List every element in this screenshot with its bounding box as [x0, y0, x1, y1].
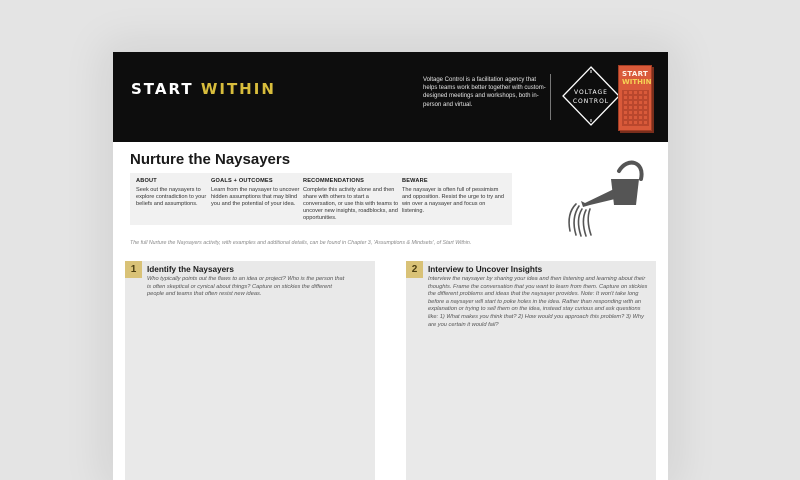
goals-text: Learn from the naysayer to uncover hidden assumptions that may blind you and the potential of your idea. [211, 187, 300, 207]
step-2-title: Interview to Uncover Insights [428, 265, 543, 274]
logo-word-start: START [131, 80, 194, 98]
beware-text: The naysayer is often full of pessimism and opposition. Resist the urge to try and win over a naysayer and focus on listening. [402, 187, 504, 214]
voltage-control-badge-logo [560, 63, 622, 129]
beware-heading: BEWARE [402, 178, 428, 184]
step-2-number: 2 [406, 261, 423, 278]
about-text: Seek out the naysayers to explore contradiction to your beliefs and assumptions. [136, 187, 207, 207]
step-1-title: Identify the Naysayers [147, 265, 234, 274]
start-within-book-cover [618, 65, 652, 131]
header-divider [550, 74, 551, 120]
agency-tagline: Voltage Control is a facilitation agency that helps teams work better together with custom-designed meetings and workshops, both in-person and virtual. [423, 77, 546, 108]
start-within-logo [131, 80, 276, 98]
watering-can-icon [559, 153, 649, 239]
worksheet-page [113, 52, 668, 480]
logo-word-within: WITHIN [200, 80, 276, 98]
goals-heading: GOALS + OUTCOMES [211, 178, 273, 184]
svg-text:CONTROL: CONTROL [572, 98, 610, 105]
step-1-number: 1 [125, 261, 142, 278]
about-section [136, 178, 218, 208]
recommendations-section [303, 178, 399, 222]
book-title-line1: START [622, 70, 649, 78]
step-2-description: Interview the naysayer by sharing your idea and then listening and learning about their thoughts. Frame the conversation that you want to learn from them. Capture on stickies the different problems and ideas that the naysayer provides. Note: It won't take long before a naysayer will start to poke holes in the idea. Rather than responding with an explanation or trying to sell them on the idea, instead stay curious and ask questions like: 1) What makes you think that? 2) How would you approach this problem? 3) Why are you certain it would fail? [428, 276, 648, 328]
goals-section [211, 178, 303, 208]
beware-section [402, 178, 504, 215]
source-footnote: The full Nurture the Naysayers activity, with examples and additional details, can be found in Chapter 3, 'Assumptions & Mindsets', of Start Within. [130, 240, 472, 246]
svg-text:VOLTAGE: VOLTAGE [574, 89, 608, 96]
step-1-panel[interactable] [125, 261, 375, 480]
header-band [113, 52, 668, 142]
step-2-panel[interactable] [406, 261, 656, 480]
step-1-description: Who typically points out the flaws to an idea or project? Who is the person that is often skeptical or cynical about things? Capture on stickies the different people and teams that often resist new ideas. [147, 276, 345, 298]
recommendations-heading: RECOMMENDATIONS [303, 178, 365, 184]
about-heading: ABOUT [136, 178, 157, 184]
activity-info-box [130, 173, 512, 225]
page-title: Nurture the Naysayers [130, 151, 291, 168]
book-title-line2: WITHIN [622, 78, 652, 86]
recommendations-text: Complete this activity alone and then share with others to start a conversation, or use this with teams to uncover new insights, roadblocks, and opportunities. [303, 187, 399, 221]
book-cover-pattern [622, 90, 649, 126]
